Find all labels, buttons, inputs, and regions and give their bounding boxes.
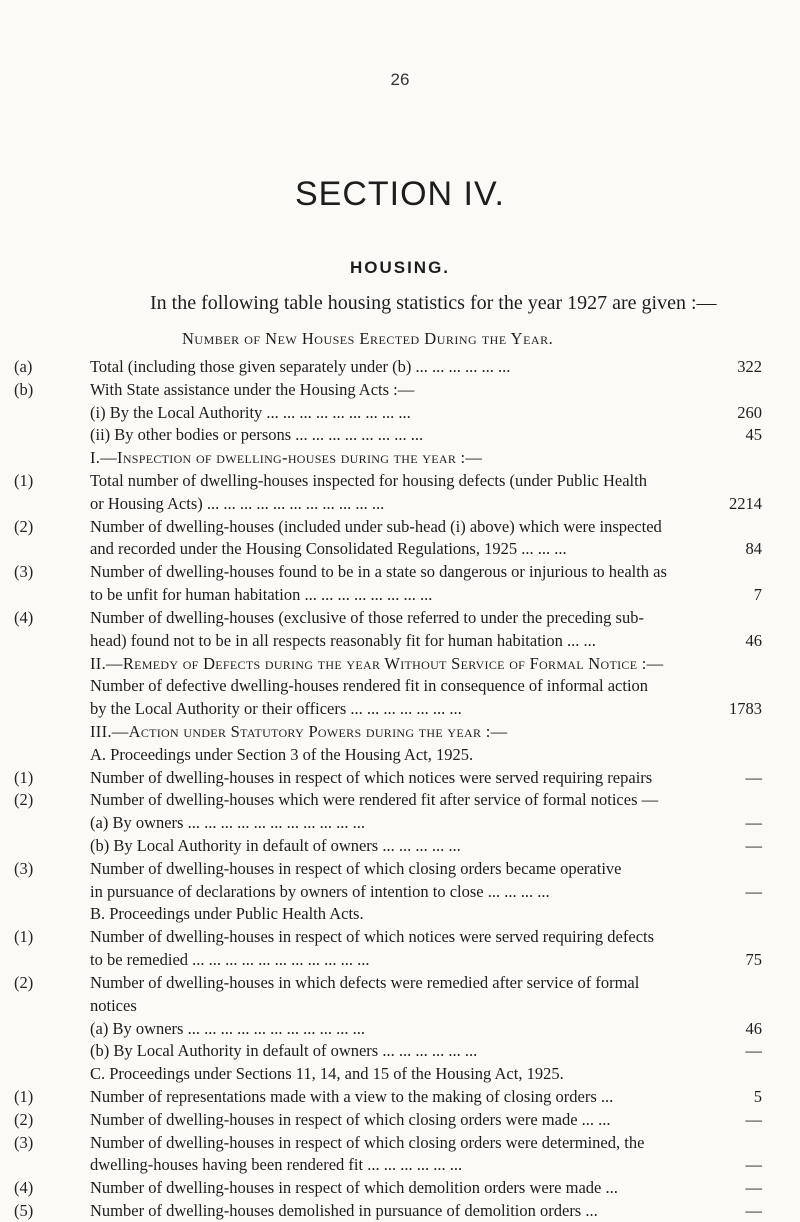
row-text: Number of dwelling-houses in respect of which closing orders were made ... ...	[90, 1110, 611, 1129]
row-number: (4)	[14, 608, 34, 627]
row-text: (b) By Local Authority in default of owners ... ... ... ... ... ...	[90, 1041, 478, 1060]
table-row	[0, 516, 800, 538]
table-row	[0, 835, 800, 857]
row-text: Number of dwelling-houses (exclusive of those referred to under the preceding sub-	[90, 608, 644, 627]
table-row	[0, 1177, 800, 1199]
table-row	[0, 789, 800, 811]
row-number: (1)	[14, 927, 34, 946]
row-text: and recorded under the Housing Consolidated Regulations, 1925 ... ... ...	[90, 539, 567, 558]
row-text: head) found not to be in all respects reasonably fit for human habitation ... ...	[90, 631, 596, 650]
row-number: (2)	[14, 790, 34, 809]
row-value: 75	[745, 950, 762, 969]
row-text: in pursuance of declarations by owners of intention to close ... ... ... ...	[90, 882, 550, 901]
row-value: 46	[745, 1019, 762, 1038]
row-number: (3)	[14, 1133, 34, 1152]
row-text: Number of dwelling-houses in respect of which notices were served requiring defects	[90, 927, 655, 946]
row-text: C. Proceedings under Sections 11, 14, and 15 of the Housing Act, 1925.	[90, 1064, 564, 1083]
row-number: (1)	[14, 768, 34, 787]
page-number: 26	[390, 70, 410, 89]
table-row	[0, 1086, 800, 1108]
row-value: —	[745, 1110, 762, 1129]
table-row	[0, 1109, 800, 1131]
row-text: Number of dwelling-houses which were rendered fit after service of formal notices —	[90, 790, 659, 809]
table-row	[0, 1200, 800, 1222]
row-text: dwelling-houses having been rendered fit ... ... ... ... ... ...	[90, 1155, 463, 1174]
row-number: (1)	[14, 1087, 34, 1106]
row-value: —	[745, 1155, 762, 1174]
row-value: —	[745, 1178, 762, 1197]
row-number: (2)	[14, 517, 34, 536]
table-row	[0, 402, 800, 424]
row-text: Number of dwelling-houses in respect of which closing orders were determined, the	[90, 1133, 645, 1152]
row-number: (3)	[14, 859, 34, 878]
row-text: III.—Action under Statutory Powers during the year :—	[90, 722, 508, 741]
row-value: 322	[737, 357, 762, 376]
row-text: by the Local Authority or their officers ... ... ... ... ... ... ...	[90, 699, 462, 718]
table-row	[0, 721, 800, 743]
row-value: —	[745, 1041, 762, 1060]
row-value: —	[745, 1201, 762, 1220]
table-row	[0, 675, 800, 697]
row-text: (a) By owners ... ... ... ... ... ... ... ... ... ... ...	[90, 813, 365, 832]
row-value: 84	[745, 539, 762, 558]
row-text: (ii) By other bodies or persons ... ... ... ... ... ... ... ...	[90, 425, 424, 444]
table-row	[0, 424, 800, 446]
table-row	[0, 1063, 800, 1085]
table-row	[0, 858, 800, 880]
row-text: Number of dwelling-houses in respect of which notices were served requiring repairs	[90, 768, 653, 787]
table-row	[0, 995, 800, 1017]
row-number: (5)	[14, 1201, 34, 1220]
row-text: With State assistance under the Housing Acts :—	[90, 380, 415, 399]
row-text: Number of dwelling-houses demolished in pursuance of demolition orders ...	[90, 1201, 598, 1220]
row-text: A. Proceedings under Section 3 of the Housing Act, 1925.	[90, 745, 474, 764]
table-row	[0, 470, 800, 492]
row-text: Number of dwelling-houses (included under sub-head (i) above) which were inspected	[90, 517, 662, 536]
row-text: Number of dwelling-houses in respect of which closing orders became operative	[90, 859, 622, 878]
row-value: —	[745, 836, 762, 855]
table-row	[0, 561, 800, 583]
row-text: to be unfit for human habitation ... ... ... ... ... ... ... ...	[90, 585, 433, 604]
row-text: B. Proceedings under Public Health Acts.	[90, 904, 364, 923]
table-row	[0, 949, 800, 971]
row-value: 5	[753, 1087, 762, 1106]
table-row	[0, 881, 800, 903]
row-text: (a) By owners ... ... ... ... ... ... ... ... ... ... ...	[90, 1019, 365, 1038]
row-text: II.—Remedy of Defects during the year Without Service of Formal Notice :—	[90, 654, 664, 673]
table-row	[0, 493, 800, 515]
row-text: Number of dwelling-houses in which defects were remedied after service of formal	[90, 973, 640, 992]
row-number: (a)	[14, 357, 33, 376]
row-number: (2)	[14, 1110, 34, 1129]
row-text: Number of defective dwelling-houses rendered fit in consequence of informal action	[90, 676, 649, 695]
table-heading: Number of New Houses Erected During the Year.	[182, 329, 554, 348]
row-value: 260	[737, 403, 762, 422]
table-row	[0, 356, 800, 378]
row-number: (b)	[14, 380, 34, 399]
section-title: SECTION IV.	[294, 175, 506, 213]
row-value: 7	[753, 585, 762, 604]
intro-text: In the following table housing statistics for the year 1927 are given :—	[150, 292, 717, 314]
section-subtitle: HOUSING.	[349, 258, 451, 277]
table-row	[0, 1132, 800, 1154]
table-row	[0, 379, 800, 401]
row-value: —	[745, 882, 762, 901]
row-value: 46	[745, 631, 762, 650]
table-row	[0, 538, 800, 560]
table-row	[0, 1040, 800, 1062]
row-text: or Housing Acts) ... ... ... ... ... ... ... ... ... ... ...	[90, 494, 385, 513]
table-row	[0, 767, 800, 789]
table-row	[0, 903, 800, 925]
row-text: (i) By the Local Authority ... ... ... ... ... ... ... ... ...	[90, 403, 411, 422]
row-value: 2214	[729, 494, 762, 513]
table-row	[0, 447, 800, 469]
row-text: Number of dwelling-houses found to be in a state so dangerous or injurious to health as	[90, 562, 667, 581]
table-row	[0, 584, 800, 606]
table-row	[0, 698, 800, 720]
table-row	[0, 812, 800, 834]
table-row	[0, 630, 800, 652]
row-value: 1783	[729, 699, 762, 718]
table-row	[0, 607, 800, 629]
row-number: (2)	[14, 973, 34, 992]
row-text: Total number of dwelling-houses inspected for housing defects (under Public Health	[90, 471, 647, 490]
table-row	[0, 926, 800, 948]
row-value: —	[745, 813, 762, 832]
row-number: (4)	[14, 1178, 34, 1197]
row-number: (3)	[14, 562, 34, 581]
table-row	[0, 1154, 800, 1176]
row-text: Total (including those given separately under (b) ... ... ... ... ... ...	[90, 357, 511, 376]
row-value: —	[745, 768, 762, 787]
row-text: I.—Inspection of dwelling-houses during the year :—	[90, 448, 483, 467]
table-row	[0, 744, 800, 766]
row-value: 45	[745, 425, 762, 444]
row-text: to be remedied ... ... ... ... ... ... ... ... ... ... ...	[90, 950, 370, 969]
row-text: notices	[90, 996, 137, 1015]
row-text: Number of representations made with a view to the making of closing orders ...	[90, 1087, 614, 1106]
table-row	[0, 972, 800, 994]
row-text: Number of dwelling-houses in respect of which demolition orders were made ...	[90, 1178, 618, 1197]
row-text: (b) By Local Authority in default of owners ... ... ... ... ...	[90, 836, 461, 855]
table-row	[0, 653, 800, 675]
row-number: (1)	[14, 471, 34, 490]
table-row	[0, 1018, 800, 1040]
